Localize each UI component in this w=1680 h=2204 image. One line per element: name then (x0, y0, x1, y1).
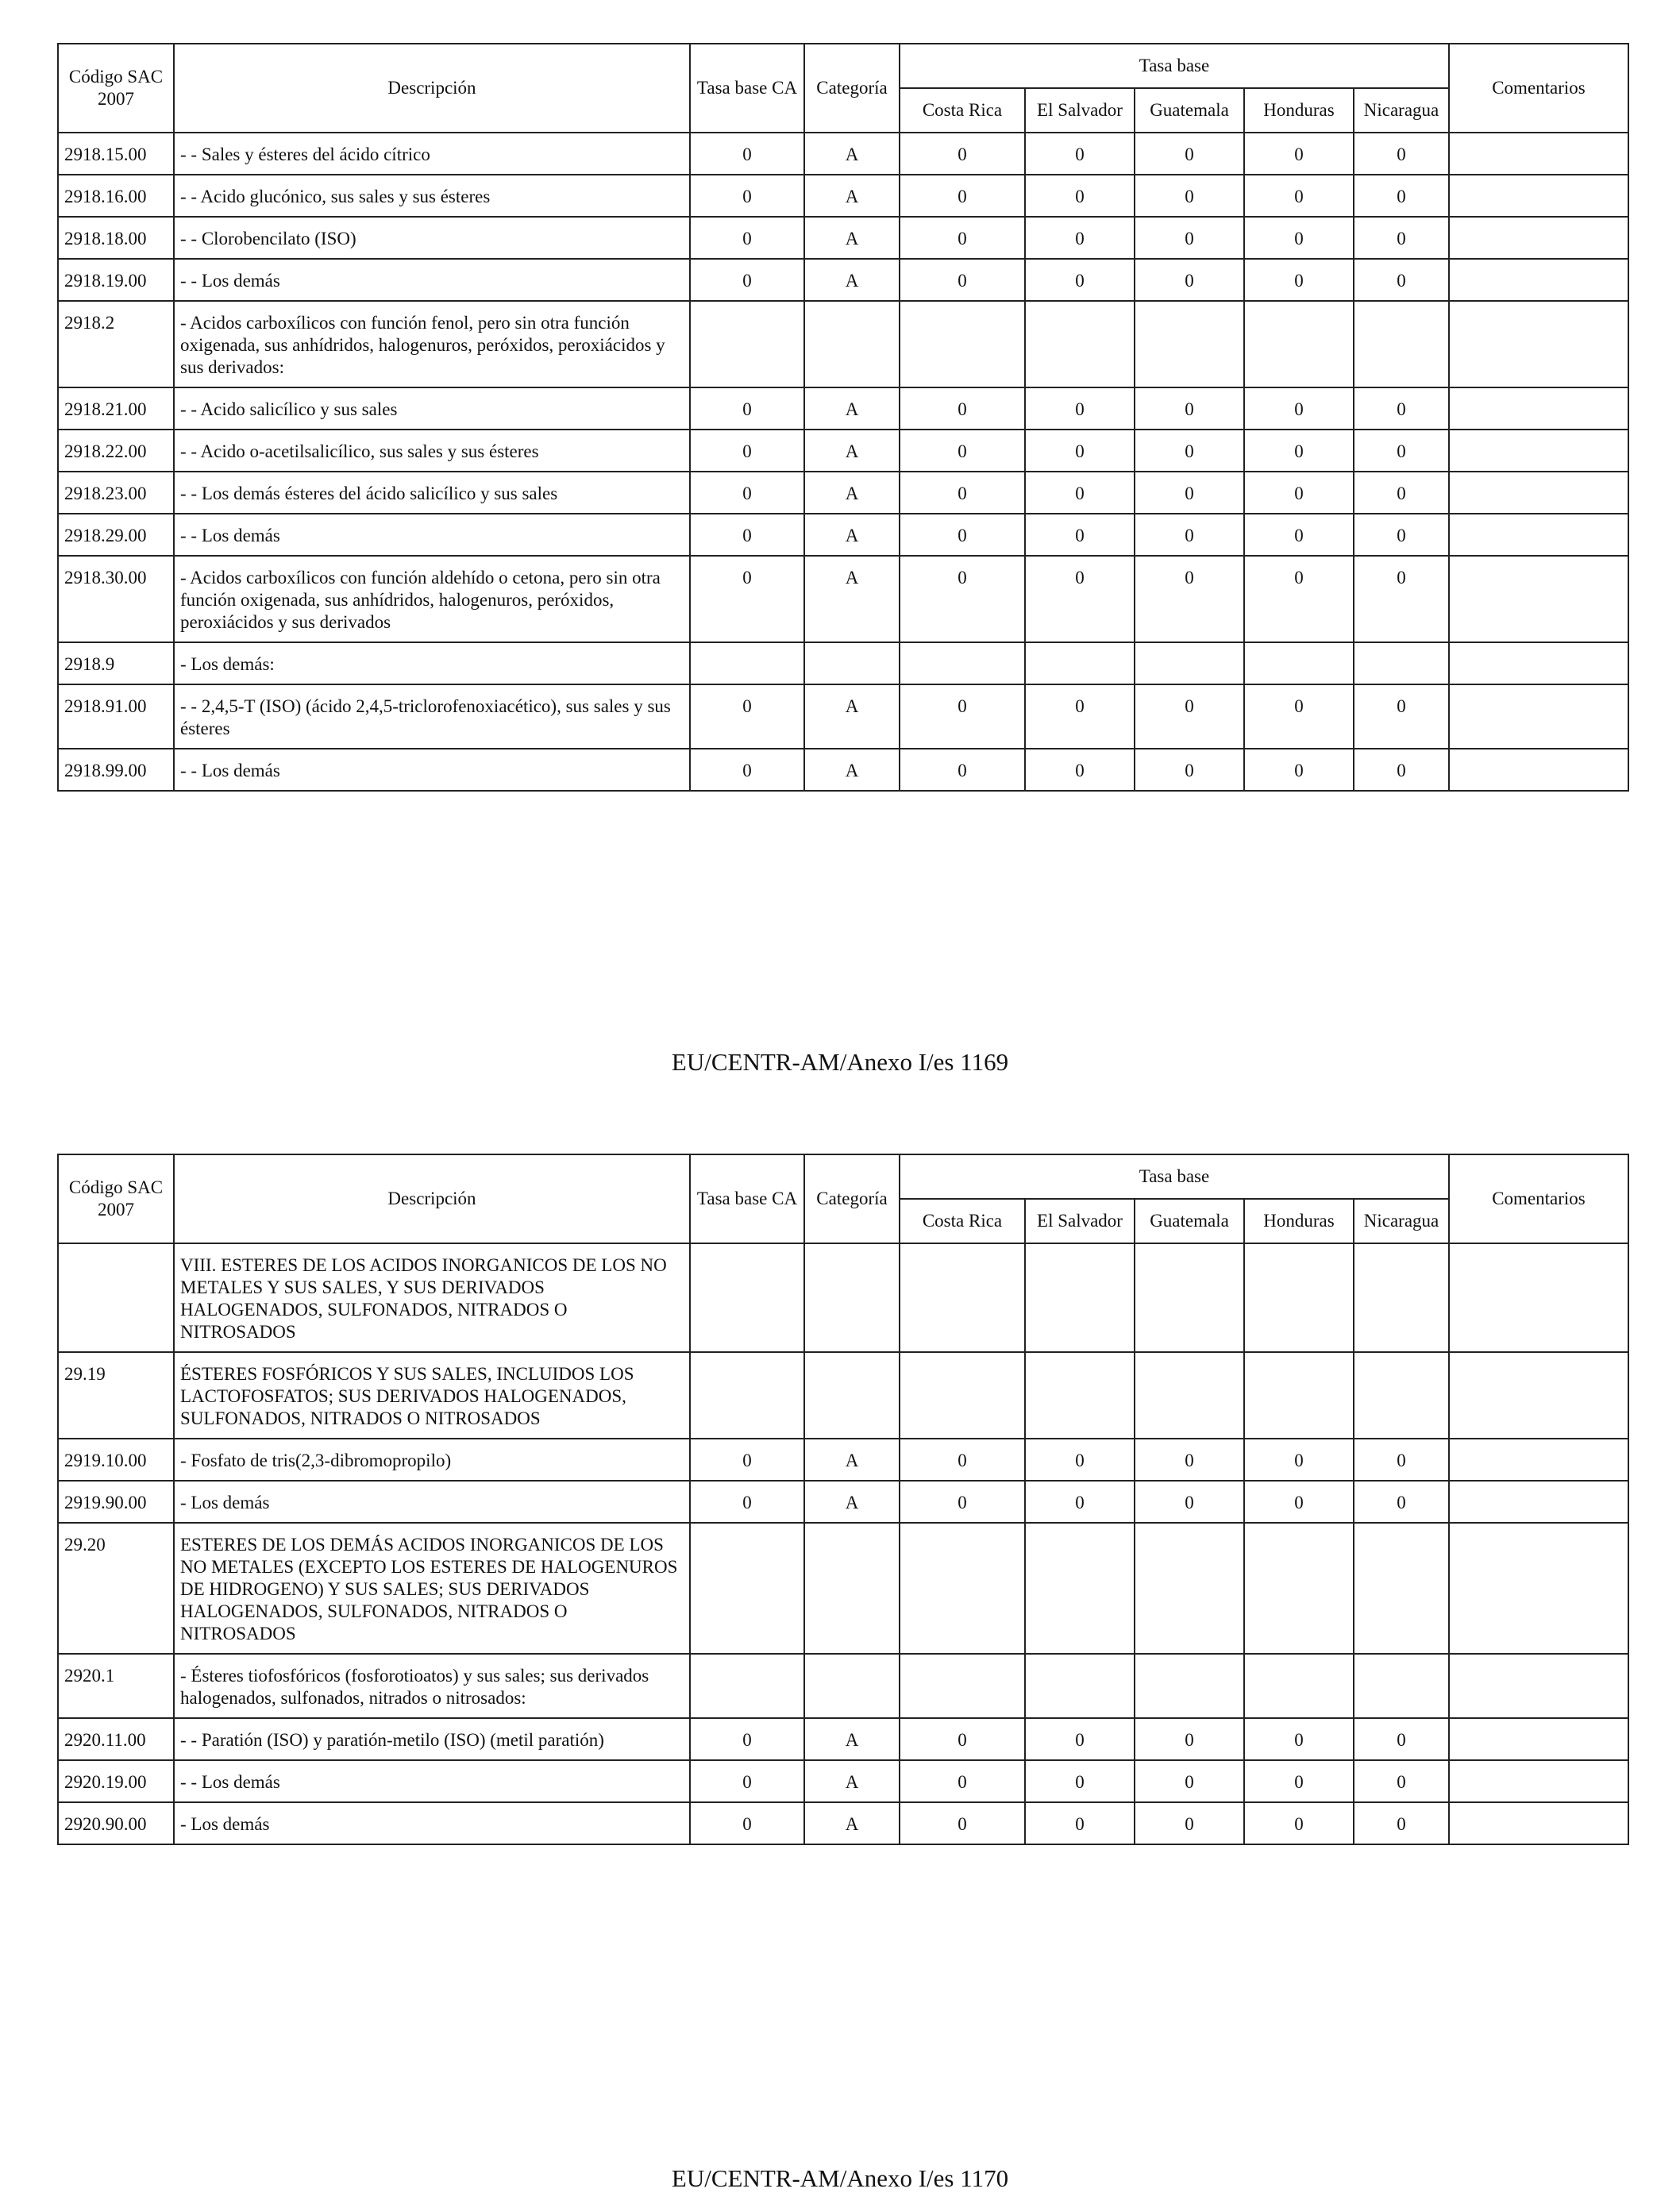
table-row (58, 217, 1628, 259)
table-row (58, 259, 1628, 301)
category-cell: A (804, 472, 900, 514)
costa-rica-rate-cell: 0 (900, 430, 1025, 472)
header-base-rate-ca: Tasa base CA (690, 1154, 804, 1243)
comments-cell (1449, 642, 1628, 684)
base-rate-ca-cell: 0 (690, 259, 804, 301)
header-category: Categoría (804, 44, 900, 133)
comments-cell (1449, 1481, 1628, 1523)
nicaragua-rate-cell (1354, 301, 1449, 387)
base-rate-ca-cell: 0 (690, 1481, 804, 1523)
header-base-rate-ca: Tasa base CA (690, 44, 804, 133)
table-row (58, 684, 1628, 749)
nicaragua-rate-cell: 0 (1354, 387, 1449, 430)
base-rate-ca-cell: 0 (690, 514, 804, 556)
honduras-rate-cell (1244, 1654, 1354, 1718)
code-cell: 2918.19.00 (58, 259, 174, 301)
honduras-rate-cell (1244, 642, 1354, 684)
nicaragua-rate-cell (1354, 1654, 1449, 1718)
header-code: Código SAC 2007 (58, 1154, 174, 1243)
comments-cell (1449, 1352, 1628, 1439)
guatemala-rate-cell: 0 (1135, 1760, 1244, 1802)
nicaragua-rate-cell (1354, 1523, 1449, 1654)
el-salvador-rate-cell (1025, 1352, 1135, 1439)
code-cell: 29.19 (58, 1352, 174, 1439)
guatemala-rate-cell (1135, 1523, 1244, 1654)
description-cell: - - Acido salicílico y sus sales (174, 387, 690, 430)
comments-cell (1449, 217, 1628, 259)
table-row (58, 1352, 1628, 1439)
table-row (58, 1439, 1628, 1481)
costa-rica-rate-cell (900, 1352, 1025, 1439)
code-cell: 2920.90.00 (58, 1802, 174, 1844)
base-rate-ca-cell: 0 (690, 387, 804, 430)
table-row (58, 175, 1628, 217)
tariff-table-1 (57, 43, 1629, 792)
nicaragua-rate-cell: 0 (1354, 217, 1449, 259)
costa-rica-rate-cell (900, 1523, 1025, 1654)
header-category: Categoría (804, 1154, 900, 1243)
honduras-rate-cell: 0 (1244, 684, 1354, 749)
comments-cell (1449, 301, 1628, 387)
base-rate-ca-cell: 0 (690, 749, 804, 791)
table-row (58, 556, 1628, 642)
table-row (58, 1243, 1628, 1352)
table-body (58, 1243, 1628, 1844)
description-cell: - - Los demás (174, 259, 690, 301)
category-cell: A (804, 514, 900, 556)
comments-cell (1449, 1523, 1628, 1654)
description-cell: ESTERES DE LOS DEMÁS ACIDOS INORGANICOS DE LOS NO METALES (EXCEPTO LOS ESTERES DE HALOGENUROS DE HIDROGENO) Y SUS SALES; SUS DERIVADOS HALOGENADOS, SULFONADOS, NITRADOS O NITROSADOS (174, 1523, 690, 1654)
header-country: El Salvador (1025, 88, 1135, 133)
comments-cell (1449, 1760, 1628, 1802)
costa-rica-rate-cell: 0 (900, 1718, 1025, 1760)
nicaragua-rate-cell (1354, 1243, 1449, 1352)
el-salvador-rate-cell: 0 (1025, 1802, 1135, 1844)
category-cell: A (804, 1481, 900, 1523)
el-salvador-rate-cell: 0 (1025, 430, 1135, 472)
guatemala-rate-cell: 0 (1135, 387, 1244, 430)
code-cell: 2918.23.00 (58, 472, 174, 514)
description-cell: - - Acido o-acetilsalicílico, sus sales y sus ésteres (174, 430, 690, 472)
costa-rica-rate-cell: 0 (900, 1439, 1025, 1481)
el-salvador-rate-cell: 0 (1025, 556, 1135, 642)
header-country: Guatemala (1135, 88, 1244, 133)
table-header (58, 1154, 1628, 1243)
el-salvador-rate-cell: 0 (1025, 387, 1135, 430)
honduras-rate-cell: 0 (1244, 175, 1354, 217)
base-rate-ca-cell (690, 1654, 804, 1718)
honduras-rate-cell: 0 (1244, 430, 1354, 472)
code-cell: 2918.2 (58, 301, 174, 387)
header-country: Nicaragua (1354, 1199, 1449, 1243)
guatemala-rate-cell: 0 (1135, 1718, 1244, 1760)
description-cell: - Los demás (174, 1481, 690, 1523)
nicaragua-rate-cell: 0 (1354, 749, 1449, 791)
costa-rica-rate-cell: 0 (900, 514, 1025, 556)
guatemala-rate-cell: 0 (1135, 1439, 1244, 1481)
category-cell: A (804, 259, 900, 301)
category-cell (804, 301, 900, 387)
el-salvador-rate-cell: 0 (1025, 514, 1135, 556)
category-cell: A (804, 217, 900, 259)
comments-cell (1449, 1243, 1628, 1352)
costa-rica-rate-cell (900, 301, 1025, 387)
costa-rica-rate-cell (900, 642, 1025, 684)
costa-rica-rate-cell: 0 (900, 1481, 1025, 1523)
base-rate-ca-cell: 0 (690, 1439, 804, 1481)
nicaragua-rate-cell: 0 (1354, 556, 1449, 642)
code-cell: 2918.9 (58, 642, 174, 684)
category-cell: A (804, 1718, 900, 1760)
el-salvador-rate-cell: 0 (1025, 1760, 1135, 1802)
code-cell: 2918.21.00 (58, 387, 174, 430)
table-row (58, 514, 1628, 556)
el-salvador-rate-cell: 0 (1025, 175, 1135, 217)
description-cell: - - Paratión (ISO) y paratión-metilo (ISO) (metil paratión) (174, 1718, 690, 1760)
nicaragua-rate-cell: 0 (1354, 1718, 1449, 1760)
base-rate-ca-cell (690, 301, 804, 387)
description-cell: - - Los demás ésteres del ácido salicílico y sus sales (174, 472, 690, 514)
description-cell: - - 2,4,5-T (ISO) (ácido 2,4,5-triclorofenoxiacético), sus sales y sus ésteres (174, 684, 690, 749)
code-cell: 2920.11.00 (58, 1718, 174, 1760)
description-cell: ÉSTERES FOSFÓRICOS Y SUS SALES, INCLUIDOS LOS LACTOFOSFATOS; SUS DERIVADOS HALOGENADOS, SULFONADOS, NITRADOS O NITROSADOS (174, 1352, 690, 1439)
comments-cell (1449, 514, 1628, 556)
header-country: Costa Rica (900, 1199, 1025, 1243)
el-salvador-rate-cell: 0 (1025, 1439, 1135, 1481)
honduras-rate-cell: 0 (1244, 472, 1354, 514)
category-cell (804, 1654, 900, 1718)
el-salvador-rate-cell (1025, 1654, 1135, 1718)
costa-rica-rate-cell: 0 (900, 175, 1025, 217)
header-country: Costa Rica (900, 88, 1025, 133)
nicaragua-rate-cell: 0 (1354, 430, 1449, 472)
guatemala-rate-cell: 0 (1135, 556, 1244, 642)
table-row (58, 1718, 1628, 1760)
base-rate-ca-cell (690, 1523, 804, 1654)
guatemala-rate-cell: 0 (1135, 1481, 1244, 1523)
category-cell: A (804, 133, 900, 175)
comments-cell (1449, 133, 1628, 175)
guatemala-rate-cell (1135, 1243, 1244, 1352)
category-cell: A (804, 684, 900, 749)
description-cell: - - Los demás (174, 514, 690, 556)
code-cell: 2918.15.00 (58, 133, 174, 175)
comments-cell (1449, 387, 1628, 430)
description-cell: - Los demás (174, 1802, 690, 1844)
header-base-rate: Tasa base (900, 1154, 1449, 1199)
comments-cell (1449, 1439, 1628, 1481)
header-comments: Comentarios (1449, 44, 1628, 133)
description-cell: - Ésteres tiofosfóricos (fosforotioatos) y sus sales; sus derivados halogenados, sulfonados, nitrados o nitrosados: (174, 1654, 690, 1718)
base-rate-ca-cell: 0 (690, 175, 804, 217)
honduras-rate-cell: 0 (1244, 1802, 1354, 1844)
header-code: Código SAC 2007 (58, 44, 174, 133)
nicaragua-rate-cell: 0 (1354, 133, 1449, 175)
el-salvador-rate-cell (1025, 301, 1135, 387)
code-cell: 2918.91.00 (58, 684, 174, 749)
category-cell: A (804, 1439, 900, 1481)
nicaragua-rate-cell: 0 (1354, 1760, 1449, 1802)
el-salvador-rate-cell: 0 (1025, 1481, 1135, 1523)
base-rate-ca-cell (690, 1352, 804, 1439)
honduras-rate-cell (1244, 301, 1354, 387)
category-cell (804, 1352, 900, 1439)
guatemala-rate-cell (1135, 1352, 1244, 1439)
guatemala-rate-cell: 0 (1135, 684, 1244, 749)
costa-rica-rate-cell: 0 (900, 684, 1025, 749)
honduras-rate-cell: 0 (1244, 387, 1354, 430)
costa-rica-rate-cell: 0 (900, 387, 1025, 430)
guatemala-rate-cell: 0 (1135, 133, 1244, 175)
code-cell: 2920.19.00 (58, 1760, 174, 1802)
description-cell: - - Los demás (174, 1760, 690, 1802)
header-comments: Comentarios (1449, 1154, 1628, 1243)
costa-rica-rate-cell: 0 (900, 1802, 1025, 1844)
costa-rica-rate-cell: 0 (900, 133, 1025, 175)
base-rate-ca-cell (690, 642, 804, 684)
description-cell: - Acidos carboxílicos con función fenol, pero sin otra función oxigenada, sus anhídridos, halogenuros, peróxidos, peroxiácidos y sus derivados: (174, 301, 690, 387)
category-cell (804, 642, 900, 684)
guatemala-rate-cell: 0 (1135, 175, 1244, 217)
category-cell: A (804, 175, 900, 217)
costa-rica-rate-cell (900, 1654, 1025, 1718)
guatemala-rate-cell: 0 (1135, 217, 1244, 259)
nicaragua-rate-cell: 0 (1354, 514, 1449, 556)
table-row (58, 1481, 1628, 1523)
guatemala-rate-cell: 0 (1135, 472, 1244, 514)
comments-cell (1449, 556, 1628, 642)
base-rate-ca-cell: 0 (690, 472, 804, 514)
tariff-table-2 (57, 1154, 1629, 1845)
category-cell: A (804, 387, 900, 430)
comments-cell (1449, 749, 1628, 791)
guatemala-rate-cell: 0 (1135, 1802, 1244, 1844)
table-row (58, 472, 1628, 514)
el-salvador-rate-cell (1025, 1523, 1135, 1654)
header-country: Guatemala (1135, 1199, 1244, 1243)
category-cell (804, 1243, 900, 1352)
code-cell: 2918.16.00 (58, 175, 174, 217)
honduras-rate-cell (1244, 1352, 1354, 1439)
nicaragua-rate-cell: 0 (1354, 259, 1449, 301)
base-rate-ca-cell: 0 (690, 1718, 804, 1760)
category-cell: A (804, 749, 900, 791)
honduras-rate-cell: 0 (1244, 1760, 1354, 1802)
honduras-rate-cell: 0 (1244, 1439, 1354, 1481)
honduras-rate-cell: 0 (1244, 1718, 1354, 1760)
category-cell: A (804, 556, 900, 642)
description-cell: - - Sales y ésteres del ácido cítrico (174, 133, 690, 175)
table-row (58, 301, 1628, 387)
code-cell: 2919.90.00 (58, 1481, 174, 1523)
header-base-rate: Tasa base (900, 44, 1449, 88)
table-row (58, 642, 1628, 684)
honduras-rate-cell: 0 (1244, 259, 1354, 301)
el-salvador-rate-cell: 0 (1025, 217, 1135, 259)
comments-cell (1449, 1802, 1628, 1844)
table-row (58, 1523, 1628, 1654)
guatemala-rate-cell: 0 (1135, 430, 1244, 472)
code-cell: 2918.18.00 (58, 217, 174, 259)
guatemala-rate-cell: 0 (1135, 514, 1244, 556)
base-rate-ca-cell: 0 (690, 556, 804, 642)
page-footer: EU/CENTR-AM/Anexo I/es 1170 (671, 2164, 1009, 2192)
base-rate-ca-cell (690, 1243, 804, 1352)
table-row (58, 133, 1628, 175)
table-row (58, 387, 1628, 430)
code-cell: 2918.29.00 (58, 514, 174, 556)
description-cell: - Los demás: (174, 642, 690, 684)
base-rate-ca-cell: 0 (690, 133, 804, 175)
honduras-rate-cell: 0 (1244, 514, 1354, 556)
table-header (58, 44, 1628, 133)
guatemala-rate-cell: 0 (1135, 749, 1244, 791)
el-salvador-rate-cell (1025, 642, 1135, 684)
code-cell: 2918.99.00 (58, 749, 174, 791)
category-cell (804, 1523, 900, 1654)
code-cell: 2918.22.00 (58, 430, 174, 472)
comments-cell (1449, 684, 1628, 749)
honduras-rate-cell: 0 (1244, 556, 1354, 642)
comments-cell (1449, 175, 1628, 217)
guatemala-rate-cell (1135, 1654, 1244, 1718)
header-description: Descripción (174, 44, 690, 133)
header-description: Descripción (174, 1154, 690, 1243)
base-rate-ca-cell: 0 (690, 684, 804, 749)
guatemala-rate-cell (1135, 642, 1244, 684)
description-cell: VIII. ESTERES DE LOS ACIDOS INORGANICOS DE LOS NO METALES Y SUS SALES, Y SUS DERIVADOS HALOGENADOS, SULFONADOS, NITRADOS O NITROSADOS (174, 1243, 690, 1352)
el-salvador-rate-cell: 0 (1025, 684, 1135, 749)
el-salvador-rate-cell: 0 (1025, 133, 1135, 175)
base-rate-ca-cell: 0 (690, 217, 804, 259)
costa-rica-rate-cell (900, 1243, 1025, 1352)
description-cell: - - Los demás (174, 749, 690, 791)
table-body (58, 133, 1628, 791)
honduras-rate-cell: 0 (1244, 1481, 1354, 1523)
table-row (58, 749, 1628, 791)
table-row (58, 1802, 1628, 1844)
comments-cell (1449, 1718, 1628, 1760)
description-cell: - Acidos carboxílicos con función aldehído o cetona, pero sin otra función oxigenada, sus anhídridos, halogenuros, peróxidos, peroxiácidos y sus derivados (174, 556, 690, 642)
description-cell: - - Acido glucónico, sus sales y sus ésteres (174, 175, 690, 217)
el-salvador-rate-cell: 0 (1025, 1718, 1135, 1760)
table-row (58, 1654, 1628, 1718)
nicaragua-rate-cell: 0 (1354, 472, 1449, 514)
comments-cell (1449, 259, 1628, 301)
costa-rica-rate-cell: 0 (900, 556, 1025, 642)
nicaragua-rate-cell: 0 (1354, 1802, 1449, 1844)
category-cell: A (804, 430, 900, 472)
honduras-rate-cell: 0 (1244, 749, 1354, 791)
header-country: Honduras (1244, 1199, 1354, 1243)
costa-rica-rate-cell: 0 (900, 749, 1025, 791)
code-cell: 29.20 (58, 1523, 174, 1654)
honduras-rate-cell: 0 (1244, 133, 1354, 175)
honduras-rate-cell: 0 (1244, 217, 1354, 259)
nicaragua-rate-cell: 0 (1354, 1481, 1449, 1523)
table-row (58, 1760, 1628, 1802)
comments-cell (1449, 1654, 1628, 1718)
honduras-rate-cell (1244, 1243, 1354, 1352)
nicaragua-rate-cell: 0 (1354, 1439, 1449, 1481)
nicaragua-rate-cell (1354, 642, 1449, 684)
header-country: El Salvador (1025, 1199, 1135, 1243)
description-cell: - Fosfato de tris(2,3-dibromopropilo) (174, 1439, 690, 1481)
base-rate-ca-cell: 0 (690, 1760, 804, 1802)
header-country: Honduras (1244, 88, 1354, 133)
el-salvador-rate-cell (1025, 1243, 1135, 1352)
base-rate-ca-cell: 0 (690, 1802, 804, 1844)
category-cell: A (804, 1802, 900, 1844)
comments-cell (1449, 472, 1628, 514)
costa-rica-rate-cell: 0 (900, 1760, 1025, 1802)
costa-rica-rate-cell: 0 (900, 217, 1025, 259)
nicaragua-rate-cell: 0 (1354, 175, 1449, 217)
nicaragua-rate-cell (1354, 1352, 1449, 1439)
code-cell: 2919.10.00 (58, 1439, 174, 1481)
nicaragua-rate-cell: 0 (1354, 684, 1449, 749)
el-salvador-rate-cell: 0 (1025, 259, 1135, 301)
honduras-rate-cell (1244, 1523, 1354, 1654)
guatemala-rate-cell (1135, 301, 1244, 387)
description-cell: - - Clorobencilato (ISO) (174, 217, 690, 259)
el-salvador-rate-cell: 0 (1025, 749, 1135, 791)
base-rate-ca-cell: 0 (690, 430, 804, 472)
table-row (58, 430, 1628, 472)
el-salvador-rate-cell: 0 (1025, 472, 1135, 514)
page-footer: EU/CENTR-AM/Anexo I/es 1169 (671, 1048, 1009, 1076)
header-country: Nicaragua (1354, 88, 1449, 133)
code-cell: 2918.30.00 (58, 556, 174, 642)
code-cell (58, 1243, 174, 1352)
code-cell: 2920.1 (58, 1654, 174, 1718)
costa-rica-rate-cell: 0 (900, 259, 1025, 301)
costa-rica-rate-cell: 0 (900, 472, 1025, 514)
comments-cell (1449, 430, 1628, 472)
category-cell: A (804, 1760, 900, 1802)
guatemala-rate-cell: 0 (1135, 259, 1244, 301)
